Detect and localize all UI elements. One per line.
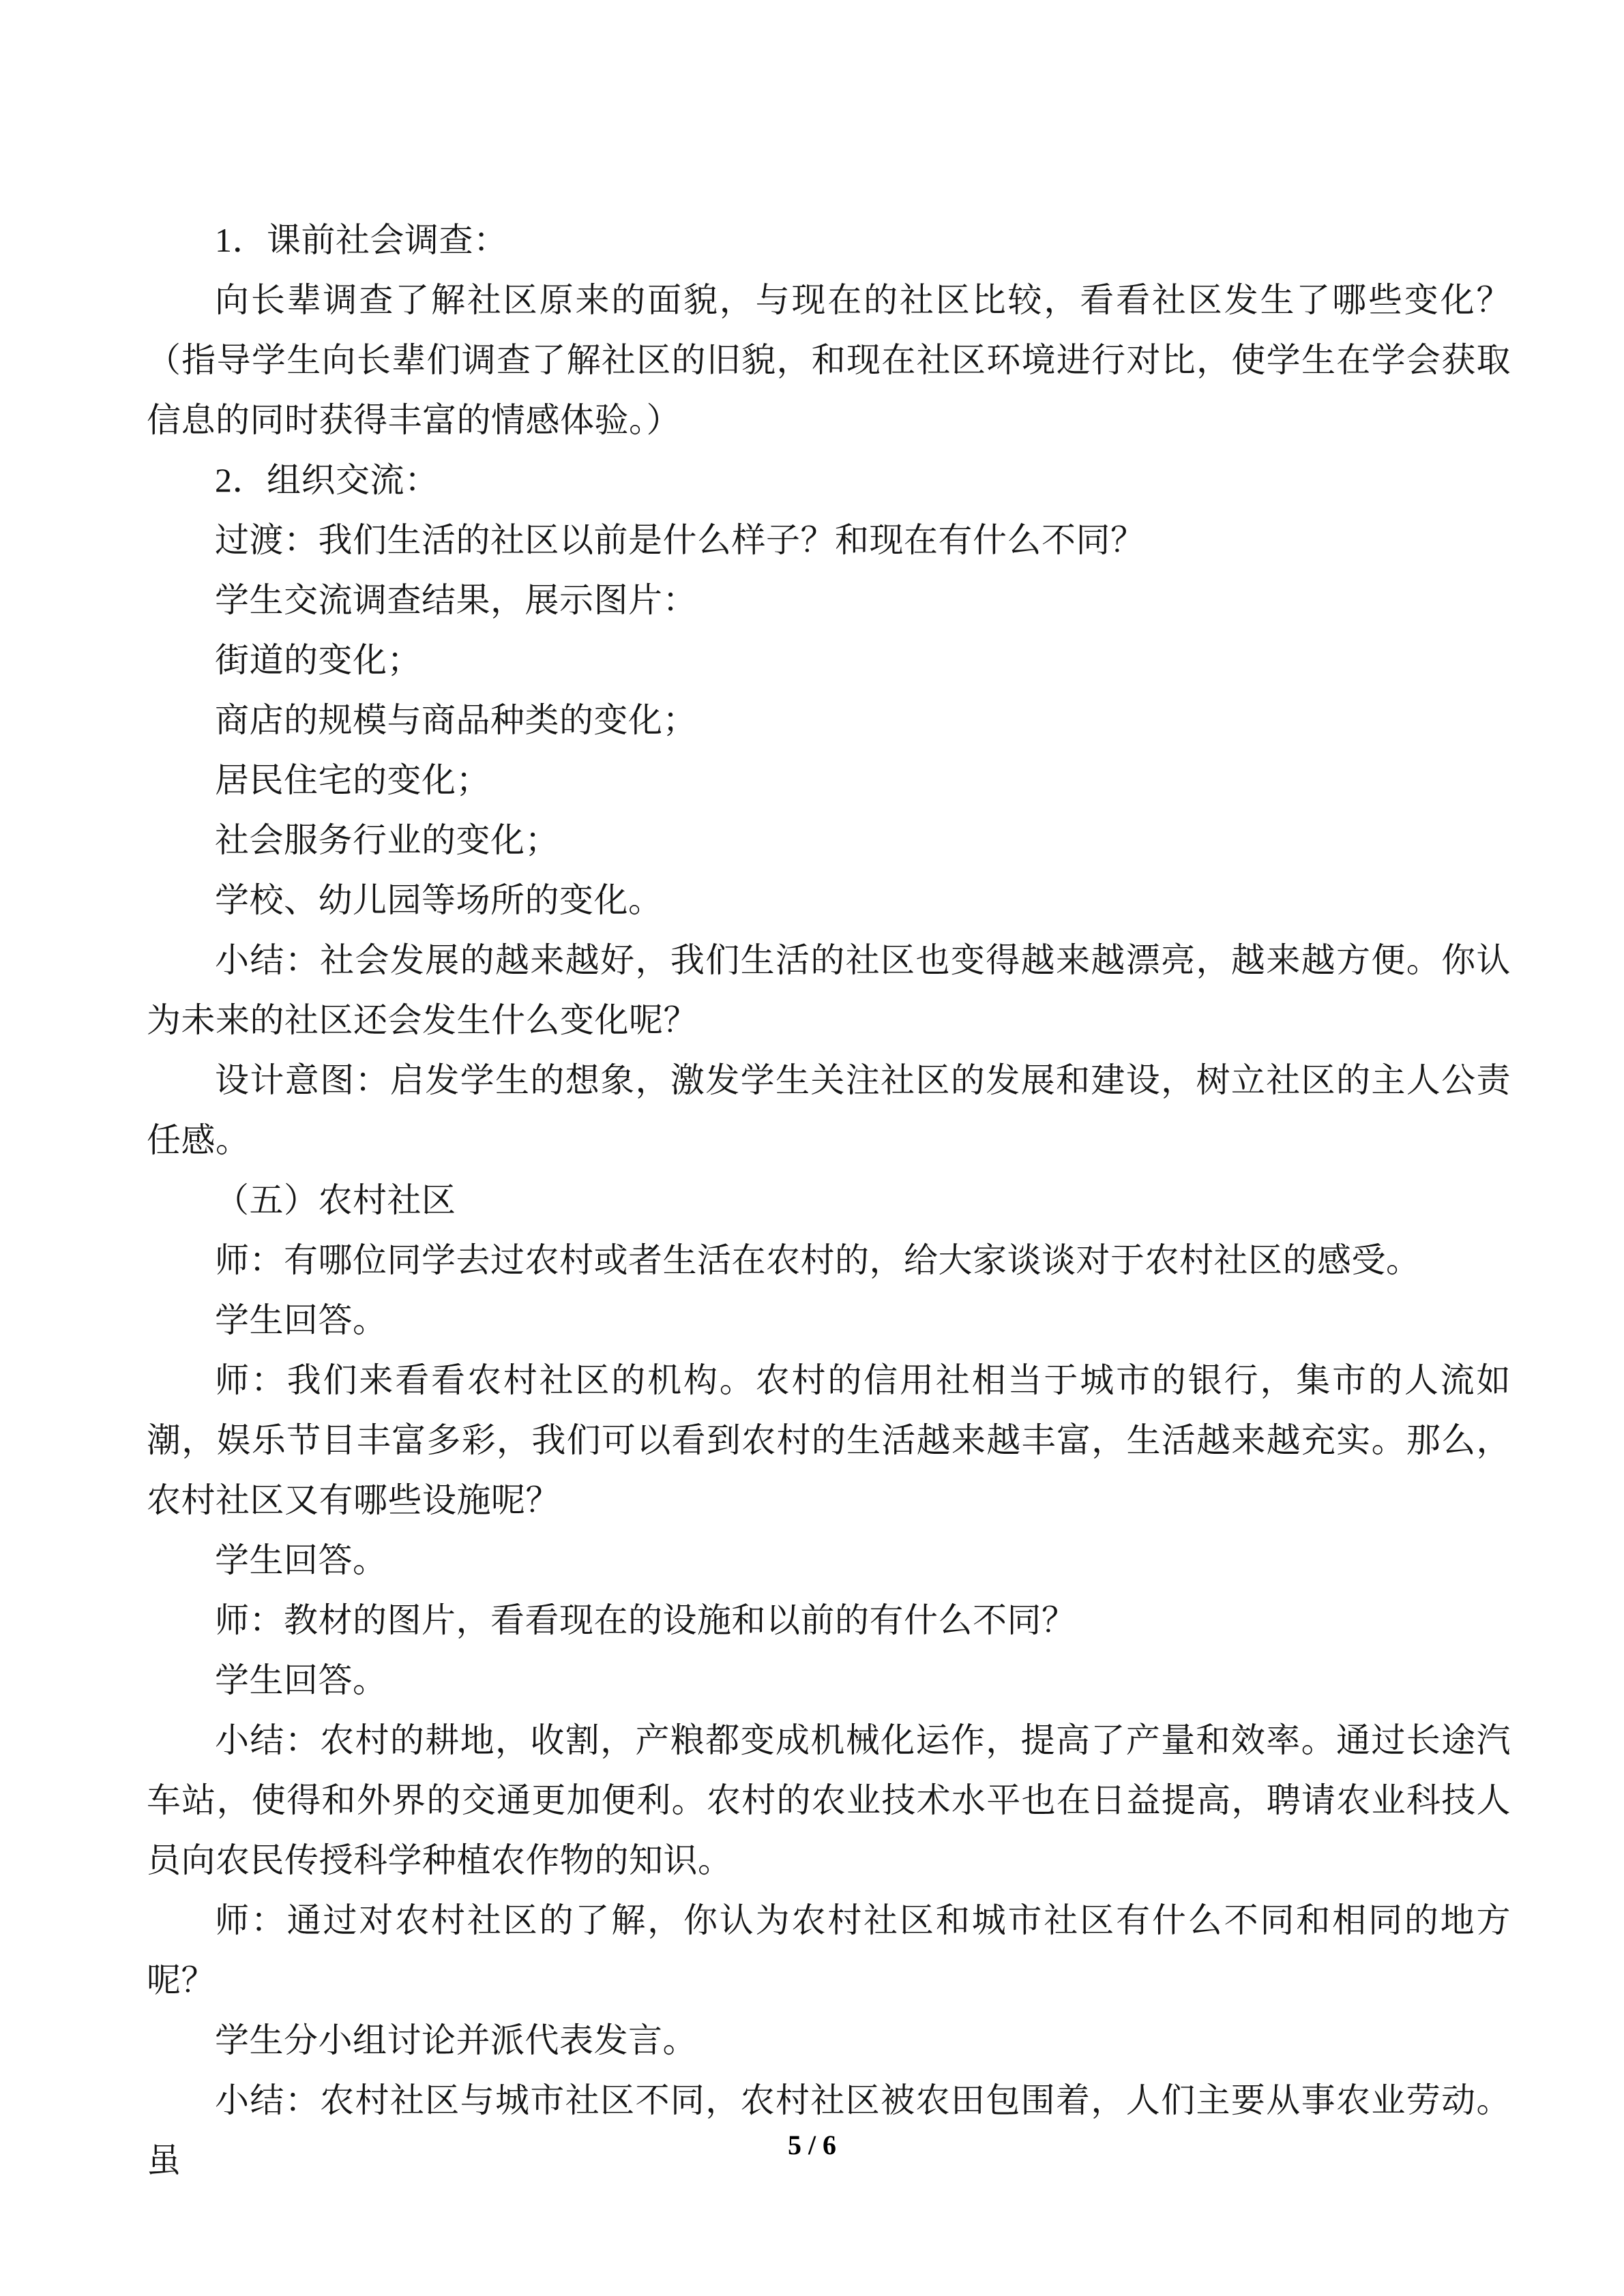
paragraph: 师：教材的图片，看看现在的设施和以前的有什么不同？ [215,1601,1076,1639]
document-body [147,210,1511,2190]
paragraph: 小结：社会发展的越来越好，我们生活的社区也变得越来越漂亮，越来越方便。你认为未来的社区还会发生什么变化呢？ [147,941,1511,1039]
paragraph: 师：通过对农村社区的了解，你认为农村社区和城市社区有什么不同和相同的地方呢？ [147,1901,1511,1999]
paragraph: 小结：农村的耕地，收割，产粮都变成机械化运作，提高了产量和效率。通过长途汽车站，使得和外界的交通更加便利。农村的农业技术水平也在日益提高，聘请农业科技人员向农民传授科学种植农作物的知识。 [147,1721,1511,1879]
paragraph: 商店的规模与商品种类的变化； [215,701,697,739]
page-number: 5 / 6 [787,2130,837,2160]
page-footer [0,2129,1624,2161]
paragraph: 师：我们来看看农村社区的机构。农村的信用社相当于城市的银行，集市的人流如潮，娱乐节目丰富多彩，我们可以看到农村的生活越来越丰富，生活越来越充实。那么，农村社区又有哪些设施呢？ [147,1361,1511,1519]
paragraph: 学生回答。 [215,1541,387,1579]
paragraph: 小结：农村社区与城市社区不同，农村社区被农田包围着，人们主要从事农业劳动。虽 [147,2081,1511,2179]
paragraph: 向长辈调查了解社区原来的面貌，与现在的社区比较，看看社区发生了哪些变化？（指导学生向长辈们调查了解社区的旧貌，和现在社区环境进行对比，使学生在学会获取信息的同时获得丰富的情感体验。） [147,281,1511,439]
paragraph: 学生交流调查结果，展示图片： [215,581,697,619]
paragraph: （五）农村社区 [215,1181,456,1219]
paragraph: 设计意图：启发学生的想象，激发学生关注社区的发展和建设，树立社区的主人公责任感。 [147,1061,1511,1159]
paragraph: 居民住宅的变化； [215,761,490,799]
paragraph: 师：有哪位同学去过农村或者生活在农村的，给大家谈谈对于农村社区的感受。 [215,1241,1421,1279]
paragraph: 街道的变化； [215,641,422,679]
paragraph: 学生分小组讨论并派代表发言。 [215,2021,697,2059]
paragraph: 学生回答。 [215,1661,387,1699]
paragraph: 2．组织交流： [215,461,439,499]
paragraph: 过渡：我们生活的社区以前是什么样子？和现在有什么不同？ [215,521,1145,559]
paragraph: 学校、幼儿园等场所的变化。 [215,881,663,919]
paragraph: 学生回答。 [215,1301,387,1339]
paragraph: 1．课前社会调查： [215,221,508,259]
paragraph: 社会服务行业的变化； [215,821,559,859]
